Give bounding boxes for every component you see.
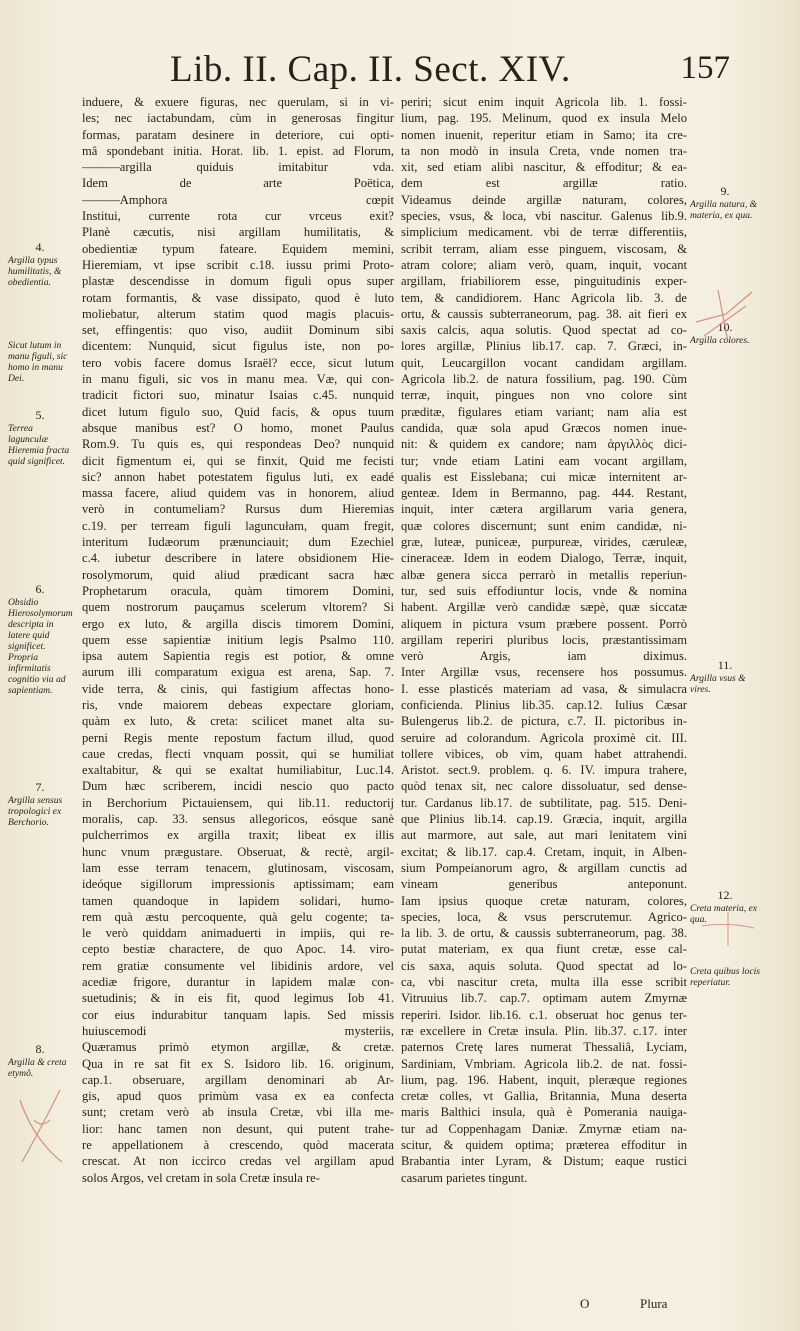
text-line: cretæ colles, vt Gallia, Britannia, Muna deserta [401, 1089, 687, 1104]
signature-mark: O [580, 1296, 590, 1311]
text-line: rosolymorum, quid aliud prædicant sacra hæc [82, 567, 394, 582]
text-line: atram colore; aliam verò, quam, inquit, vocant [401, 257, 687, 272]
running-title: Lib. II. Cap. II. Sect. XIV. [170, 49, 571, 90]
text-line: ris, vnde maiorem debeas expectare gloriam, [82, 697, 394, 712]
text-line: græ, luteæ, puniceæ, purpureæ, virides, cæruleæ, [401, 535, 687, 550]
text-line: species, loca, & vsus perscrutemur. Agrico- [401, 909, 687, 924]
red-ink-annotation [690, 284, 760, 346]
text-line: tamen quandoque in lapidem solidari, humo- [82, 893, 394, 908]
text-line: paternos Cretę lares numerat Thessaliâ, Lyciam, [401, 1040, 687, 1055]
text-line: præditæ, figulares etiam variant; nam alia est [401, 404, 687, 419]
text-line: Institui, currente rota cur vrceus exit? [82, 209, 394, 224]
text-line: verò in contumeliam? Rursus dum Hieremias [82, 502, 394, 517]
text-line: caue credas, flecti vnquam possit, qui se humiliat [82, 746, 394, 761]
margin-note-text: Argilla & creta etymô. [8, 1057, 67, 1079]
text-line: periri; sicut enim inquit Agricola lib. 1. fossi- [401, 95, 687, 109]
text-line: dicet lutum figulo suo, Quid facis, & opus tuum [82, 404, 394, 419]
text-line: qualis est Eisslebana; cui micæ internitent ar- [401, 469, 687, 484]
margin-note-left [8, 242, 72, 288]
text-line: xit, sed etiam alibi nascitur, & effoditur; & ea- [401, 160, 687, 175]
red-ink-annotation [14, 1080, 68, 1170]
text-line: cepto bestiæ charactere, de quo Apoc. 14. viro- [82, 942, 394, 957]
text-line: nomen inuenit, reperitur etiam in Samo; ita cre- [401, 127, 687, 142]
text-line: Idem de arte Poëtica, [82, 176, 394, 191]
text-line: vide terra, & cinis, qui fastigium affectas hono- [82, 681, 394, 696]
text-line: quòd tenax sit, nec calore dissoluatur, sed dense- [401, 779, 687, 794]
text-line: c.19. per terream figuli laguncułam, quam fregit, [82, 518, 394, 533]
text-line: tero vobis facere domus Israël? ecce, sicut lutum [82, 355, 394, 370]
text-line: c.4. iubetur describere in latere obsidionem Hie- [82, 551, 394, 566]
text-line: ———Amphora cœpit [82, 192, 394, 207]
text-line: quem esse sapientiæ initium legis Psalmo 110. [82, 632, 394, 647]
text-line: nit: & quidem ex candore; nam ἀργιλλὸς dici- [401, 437, 687, 452]
text-line: mâ spondebant initia. Horat. lib. 1. epist. ad Florum, [82, 143, 394, 158]
margin-note-left [8, 1044, 72, 1079]
margin-note-text: Obsidio Hierosolymorum descripta in latere quid significet. Propria infirmitatis cognitio via ad sapientiam. [8, 597, 73, 696]
text-line: lium, pag. 196. Habent, inquit, pleræque regiones [401, 1072, 687, 1087]
text-line: Vitruuius lib.7. cap.7. optimam autem Zmyrnæ [401, 991, 687, 1006]
text-line: cor eius indurabitur tanquam lapis. Sed missis [82, 1007, 394, 1022]
text-line: aliquem in pictura vsum præbere possent. Porrò [401, 616, 687, 631]
text-line: lam esse terram tenacem, glutinosam, viscosam, [82, 860, 394, 875]
text-line: quit, Leucargillon vocant candidam argillam. [401, 355, 687, 370]
margin-note-text: Sicut lutum in manu figuli, sic homo in manu Dei. [8, 340, 68, 384]
text-line: re appellationem à crescendo, quòd macerata [82, 1138, 394, 1152]
text-line: Videamus deinde argillæ naturam, colores, [401, 192, 687, 207]
margin-note-text: Argilla natura, & materia, ex qua. [690, 199, 758, 221]
text-line: quæ colores discernunt; sunt enim candidæ, ni- [401, 518, 687, 533]
text-line: ræ excellere in Cretæ insula. Plin. lib.37. c.17. inter [401, 1023, 687, 1038]
text-line: obedientiæ typum fateare. Equidem memini, [82, 241, 394, 256]
text-line: habent. Argillæ verò candidæ sæpè, quæ siccatæ [401, 600, 687, 615]
margin-note-left [8, 410, 72, 467]
text-line: putat materiam, ex qua fiunt cretæ, esse cal- [401, 942, 687, 957]
text-line: argillam, friabiliorem esse, pinguitudinis exper- [401, 274, 687, 289]
text-line: sium Pompeianorum agro, & argillam cunctis ad [401, 860, 687, 875]
text-line: casarum parietes tingunt. [401, 1170, 528, 1185]
text-line: tur, sed suis effodiuntur locis, vnde & nomina [401, 583, 687, 598]
margin-note-number: 6. [35, 582, 45, 596]
margin-note-text: Creta quibus locis reperiatur. [690, 966, 760, 988]
left-text-column [82, 94, 394, 1186]
text-line: inquit, inter cætera argillarum varia genera, [401, 502, 687, 517]
margin-note-right [690, 966, 760, 988]
text-line: lores argillæ, Plinius lib.17. cap. 7. Græci, in- [401, 339, 687, 354]
text-line: cineraceæ. Idem in eodem Dialogo, Terræ, inquit, [401, 551, 687, 566]
text-line: aurum illi comparatum exigua est arena, Sap. 7. [82, 665, 394, 680]
text-line: verò Argis, iam diximus. [401, 649, 687, 664]
text-line: Inter Argillæ vsus, recensere hos possumus. [401, 665, 687, 680]
text-line: vineam generibus anteponunt. [401, 877, 687, 892]
text-line: in manu figuli, sic vos in manu mea. Væ, qui con- [82, 372, 394, 387]
text-line: conficienda. Plinius lib.35. cap.12. Iulius Cæsar [401, 697, 687, 712]
running-header [170, 48, 730, 98]
text-line: crescat. At non iccirco credas vel argillam apud [82, 1154, 394, 1169]
margin-note-text: Argilla sensus tropologici ex Berchorio. [8, 795, 63, 828]
margin-note-left [8, 584, 72, 696]
text-line: Hieremiam, vt ipse scribit c.18. iussu primi Proto- [82, 257, 394, 272]
text-line: dicentem: Nunquid, sicut figulus iste, non po- [82, 339, 394, 354]
text-line: albæ genera sicca perrarò in metallis reperiun- [401, 567, 687, 582]
text-line: induere, & exuere figuras, nec querulam, si in vi- [82, 95, 394, 109]
text-line: excitat; & lib.17. cap.4. Cretam, inquit, in Alben- [401, 844, 687, 859]
text-line: ca, vbi nascitur creta, multa illa esse scribit [401, 975, 687, 990]
text-line: in Berchorium Pictauiensem, qui lib.11. reductorij [82, 795, 394, 810]
text-line: solos Argos, vel cretam in sola Cretæ insula re- [82, 1170, 320, 1185]
text-line: rotam formantis, & vase dissipato, quod è luto [82, 290, 394, 305]
text-line: tem, & candidiorem. Hanc Agricola lib. 3. de [401, 290, 687, 305]
margin-note-left [8, 782, 72, 828]
text-line: rem quà æstu percoquente, quà gelu cogente; ta- [82, 909, 394, 924]
text-line: dem est argillæ ratio. [401, 176, 687, 191]
margin-note-text: Argilla vsus & vires. [690, 673, 746, 695]
text-line: candida, quæ sola apud Græcos nomen inue- [401, 420, 687, 435]
text-line: lium, pag. 195. Melinum, quod ex insula Melo [401, 111, 687, 126]
margin-note-number: 8. [35, 1042, 45, 1056]
text-line: genteæ. Idem in Bermanno, pag. 444. Restant, [401, 486, 687, 501]
text-line: saxis calcis, aqua solutis. Quod spectat ad co- [401, 323, 687, 338]
text-line: interitum Iudæorum prænunciauit; dum Ezechiel [82, 535, 394, 550]
text-line: exaltabitur, & qui se exaltat humiliabitur, Luc.14. [82, 763, 394, 778]
text-line: simplicium medicament. vbi de terræ differentiis, [401, 225, 687, 240]
text-line: Agricola lib.2. de natura fossilium, pag. 190. Cùm [401, 372, 687, 387]
margin-note-number: 4. [35, 240, 45, 254]
margin-note-right [690, 186, 760, 221]
text-line: tollere vibices, ob vim, quam habet attrahendi. [401, 746, 687, 761]
text-line: suetudinis; & in eis fit, quod legimus Iob 41. [82, 991, 394, 1006]
text-line: aut marmore, aut sale, aut mari lenitatem vini [401, 828, 687, 843]
margin-note-text: Creta materia, ex qua. [690, 903, 758, 925]
text-line: moralis, cap. 33. sensus allegoricos, eósque sanè [82, 812, 394, 827]
text-line: ortu, & caussis subterraneorum, pag. 38. ait fieri ex [401, 306, 687, 321]
text-line: perni Regis mente repostum factum illud, quod [82, 730, 394, 745]
text-line: tur ad Coppenhagam Daniæ. Zmyrnæ etiam na- [401, 1121, 687, 1136]
margin-note-number: 7. [35, 780, 45, 794]
margin-note-number: 12. [717, 888, 733, 902]
text-line: sunt; cretam verò ab insula Cretæ, vbi illa me- [82, 1105, 394, 1120]
text-line: Prophetarum oracula, quàm timorem Domini, [82, 583, 394, 598]
text-line: dicit figmentum ei, qui se finxit, Quid me fecisti [82, 453, 394, 468]
text-line: ideóque sigillorum impressionis aptissimam; eam [82, 877, 394, 892]
text-line: plastæ descendisse in domum figuli opus super [82, 274, 394, 289]
red-ink-annotation [698, 908, 758, 948]
text-line: sic? annon habet potestatem figulus luti, ex eadé [82, 469, 394, 484]
text-line: Aristot. sect.9. problem. q. 6. IV. impura trahere, [401, 763, 687, 778]
text-line: pulcherrimos ex argilla traxit; libeat ex illis [82, 828, 394, 843]
text-line: tradicit fictori suo, minatur Isaias c.45. nunquid [82, 388, 394, 403]
text-line: la lib. 3. de ortu, & caussis subterraneorum, pag. 38. [401, 926, 687, 941]
text-line: I. esse plasticés materiam ad vasa, & simulacra [401, 681, 687, 696]
margin-note-text: Argilla typus humilitatis, & obedientia. [8, 255, 62, 288]
text-line: Sardiniam, Vmbriam. Agricola lib.2. de nat. fossi- [401, 1056, 687, 1071]
margin-note-number: 9. [720, 184, 730, 198]
text-line: gis, apud quos primùm vasa ex ea confecta [82, 1089, 394, 1104]
text-line: quem nostrorum pauçamus scelerum vltorem? Si [82, 600, 394, 615]
text-line: Quæramus primò etymon argillæ, & cretæ. [82, 1040, 394, 1055]
margin-note-left [8, 340, 72, 384]
text-line: le verò quiddam animaduerti in impiis, qui re- [82, 926, 394, 941]
text-line: quàm ex luto, & creta: scilicet manet alta su- [82, 714, 394, 729]
text-line: reperiri. Isidor. lib.16. c.1. obseruat hoc genus ter- [401, 1007, 687, 1022]
right-text-column [401, 94, 687, 1186]
text-line: Planè cæcutis, nisi argillam humilitatis, & [82, 225, 394, 240]
margin-note-text: Argilla colores. [690, 335, 750, 346]
text-line: les; nec iactabundam, cùm in generosas fingitur [82, 111, 394, 126]
text-line: set, effingentis: quo viso, audiit Dominum sibi [82, 323, 394, 338]
text-line: argillam reperiri pluribus locis, præstantissimam [401, 632, 687, 647]
text-line: rem gratiæ consumente vel libidinis ardore, vel [82, 958, 394, 973]
text-line: formas, paratam desinere in deteriore, cui opti- [82, 127, 394, 142]
text-line: cis saxa, aquis soluta. Quod spectat ad lo- [401, 958, 687, 973]
text-line: Brabantia inter Lyram, & Distum; eaque rustici [401, 1154, 687, 1169]
text-line: massa facere, aliud quidem vas in honorem, aliud [82, 486, 394, 501]
text-line: huiuscemodi mysteriis, [82, 1023, 394, 1038]
text-line: que Plinius lib.14. cap.19. Græcia, inquit, argilla [401, 812, 687, 827]
text-line: Bulengerus lib.2. de pictura, c.7. II. pictoribus in- [401, 714, 687, 729]
margin-note-number: 5. [35, 408, 45, 422]
text-line: ———argilla quiduis imitabitur vda. [82, 160, 394, 175]
text-line: tur; vnde etiam Latini eam vocant argillam, [401, 453, 687, 468]
text-line: absque manibus est? O homo, monet Paulus [82, 420, 394, 435]
text-line: scribit terram, aliam esse pinguem, viscosam, & [401, 241, 687, 256]
text-line: cap.1. obseruare, argillam denominari ab Ar- [82, 1072, 394, 1087]
text-line: ipsa autem Sapientia regis est potior, & omne [82, 649, 394, 664]
text-line: moliebatur, alterum statim quod magis placuis- [82, 306, 394, 321]
text-line: scitur, & quidem optima; præterea effoditur in [401, 1138, 687, 1152]
text-line: terræ, inquit, pingues non vno colore sint [401, 388, 687, 403]
text-line: acediæ frigore, durantur in lapidem malæ con- [82, 975, 394, 990]
text-line: ta non modò in insula Creta, vnde nomen tra- [401, 143, 687, 158]
text-line: Qua in re sat fit ex S. Isidoro lib. 16. originum, [82, 1056, 394, 1071]
text-line: Dum hæc scriberem, incidi nescio quo pacto [82, 779, 394, 794]
text-line: seruire ad colorandum. Agricola proximè cit. III. [401, 730, 687, 745]
margin-note-number: 11. [717, 658, 733, 672]
text-line: Iam ipsius quoque cretæ naturam, colores, [401, 893, 687, 908]
margin-note-text: Terrea lagunculæ Hieremia fracta quid significet. [8, 423, 70, 467]
page-number: 157 [680, 50, 730, 86]
catchword: Plura [640, 1296, 668, 1311]
text-line: tur. Cardanus lib.17. de subtilitate, pag. 515. Deni- [401, 795, 687, 810]
text-line: Rom.9. Tu quis es, qui respondeas Deo? nunquid [82, 437, 394, 452]
text-line: hunc vnum prægustare. Obseruat, & rectè, argil- [82, 844, 394, 859]
text-line: ergo ex luto, & argilla discis timorem Domini, [82, 616, 394, 631]
margin-note-right [690, 660, 760, 695]
margin-note-number: 10. [717, 320, 733, 334]
text-line: species, vsus, & loca, vbi nascitur. Galenus lib.9. [401, 209, 687, 224]
text-line: lior: hanc tamen non desunt, qui putent trahe- [82, 1121, 394, 1136]
text-line: maris Balthici insula, quà è Pomerania nauiga- [401, 1105, 687, 1120]
